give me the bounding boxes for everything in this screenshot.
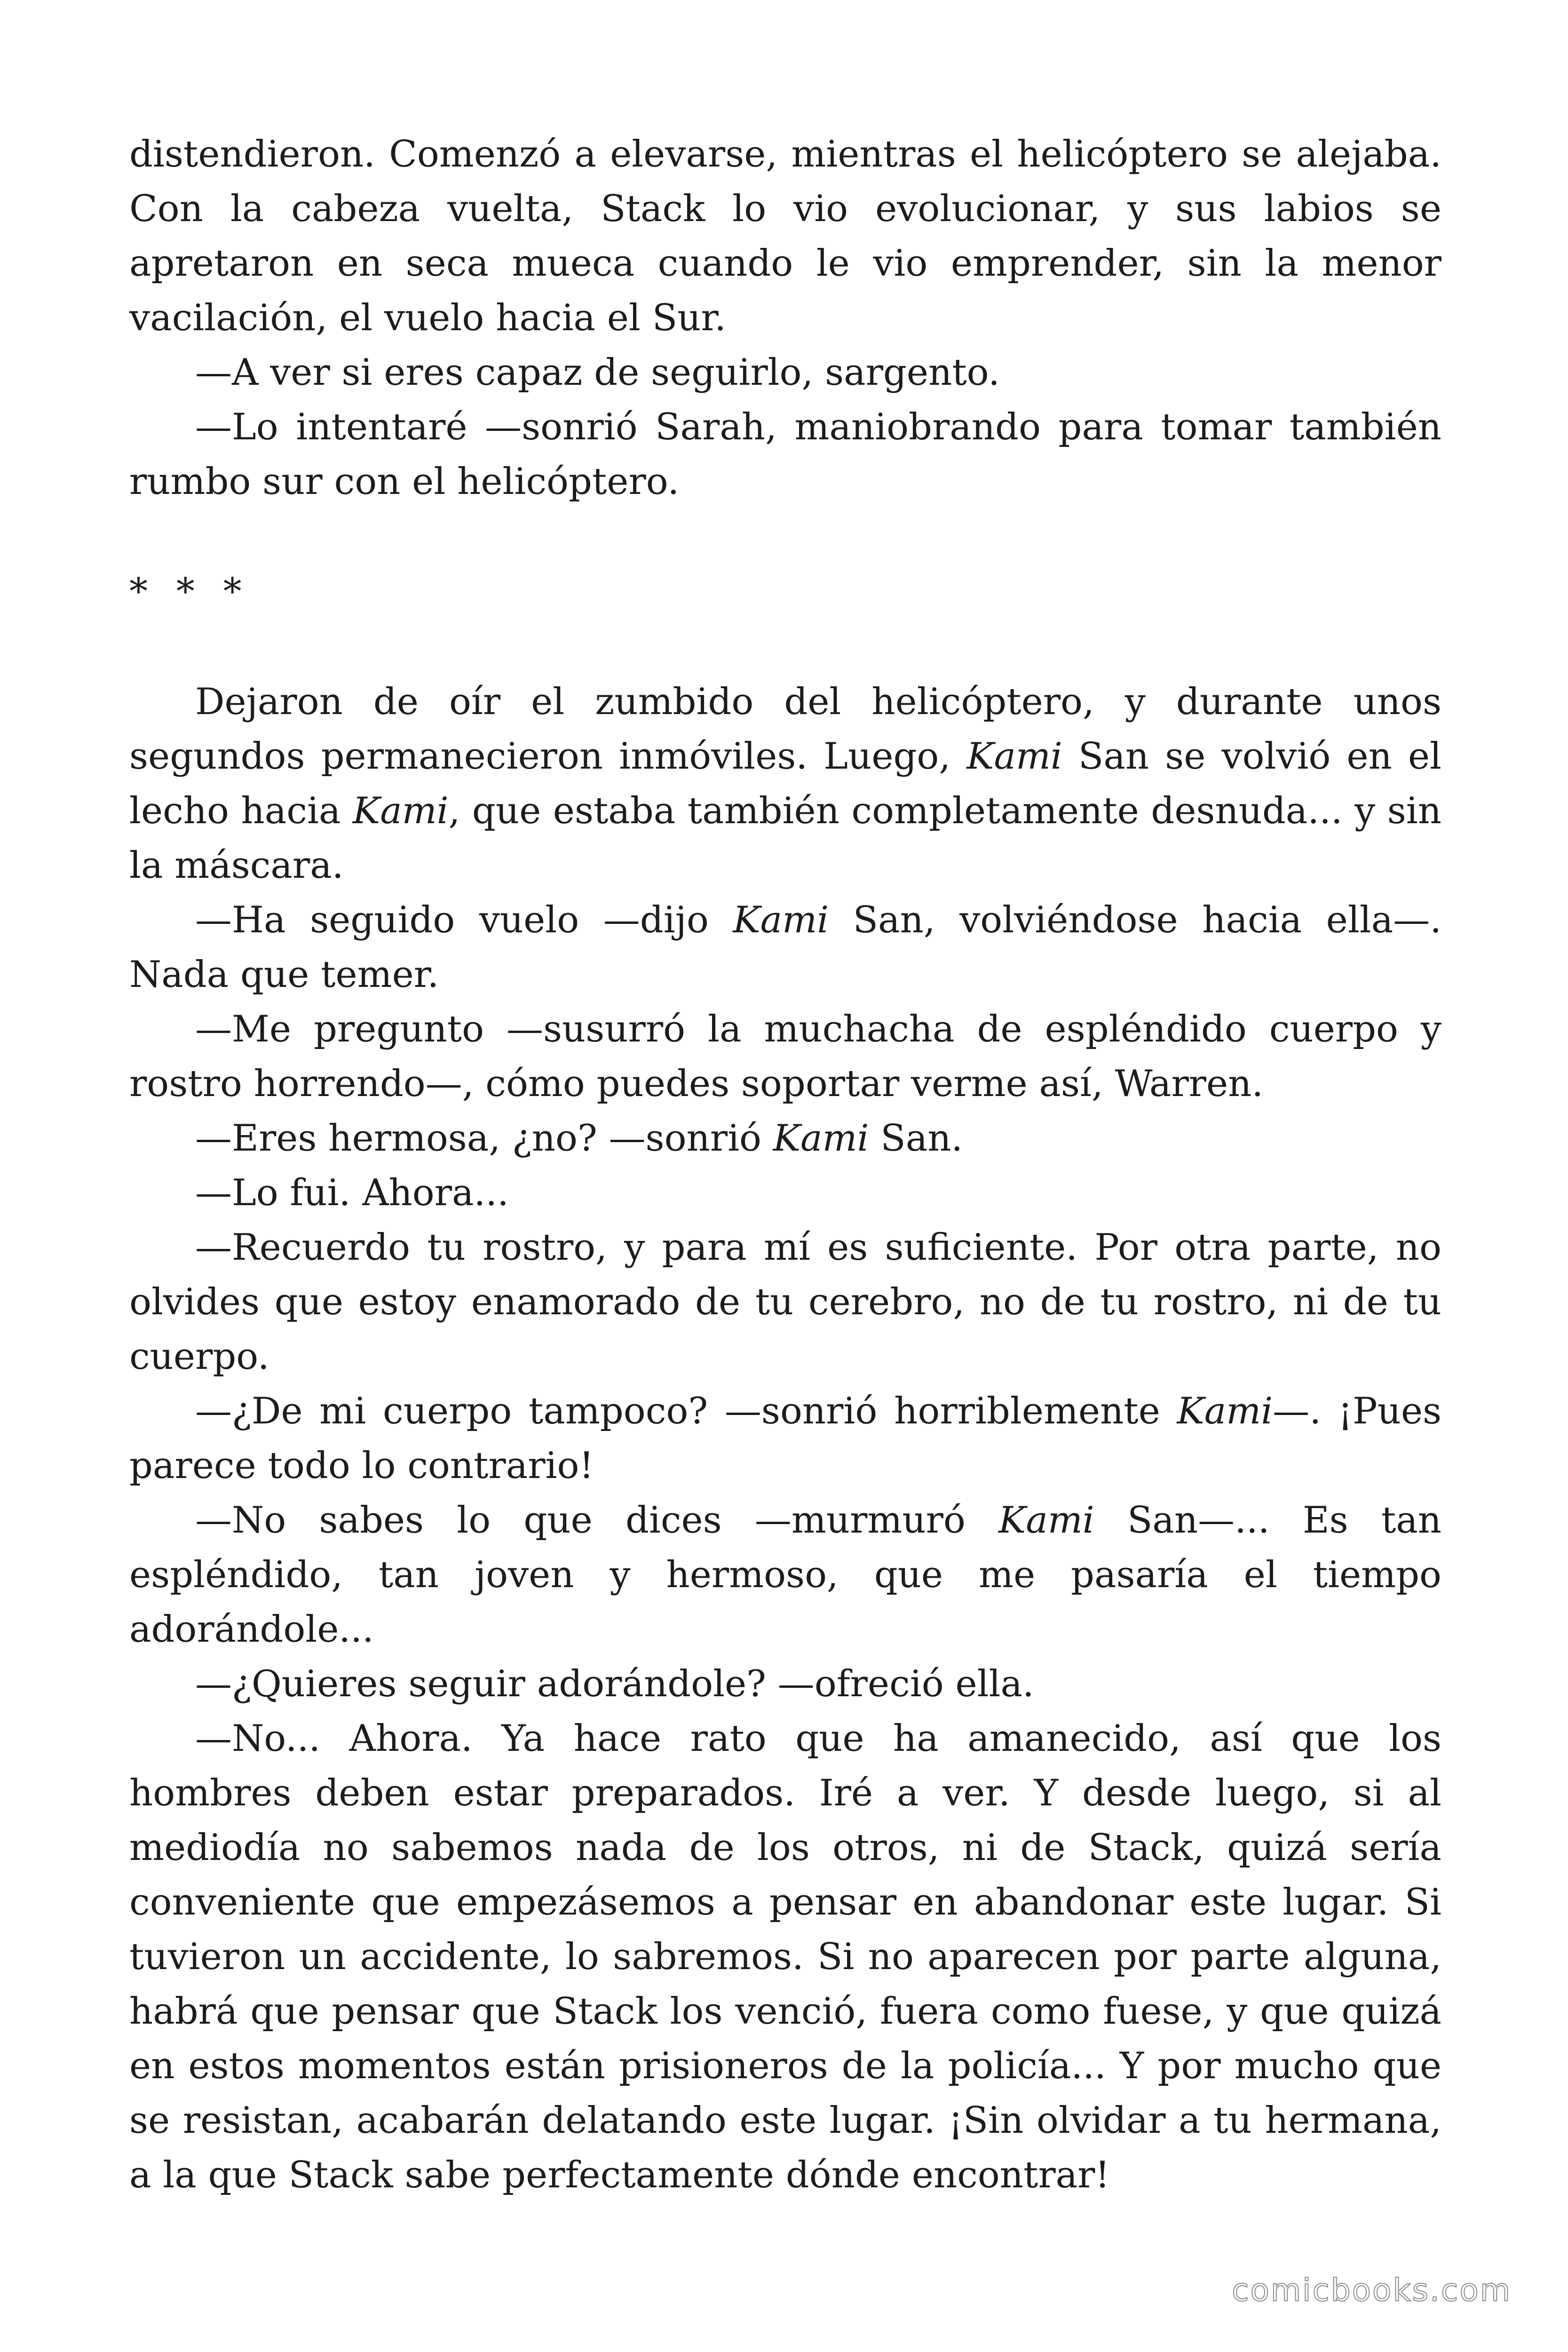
text-block-after-break	[129, 675, 1441, 2202]
text-run: —Lo fui. Ahora...	[195, 1172, 509, 1214]
text-run: —A ver si eres capaz de seguirlo, sargento.	[195, 351, 1000, 394]
text-run: —¿De mi cuerpo tampoco? —sonrió horriblemente	[195, 1390, 1177, 1432]
text-run: —Me pregunto —susurró la muchacha de espléndido cuerpo y rostro horrendo—, cómo puedes soportar verme así, Warren.	[129, 1008, 1441, 1105]
text-block-before-break	[129, 127, 1441, 509]
paragraph	[129, 1493, 1441, 1657]
watermark-logo: comicbooks.com	[1232, 2272, 1512, 2308]
italic-name: Kami	[773, 1117, 869, 1160]
paragraph	[129, 1111, 1441, 1166]
text-run: —Lo intentaré —sonrió Sarah, maniobrando para tomar también rumbo sur con el helicóptero.	[129, 406, 1441, 503]
text-run: —¿Quieres seguir adorándole? —ofreció ella.	[195, 1663, 1034, 1705]
italic-name: Kami	[1177, 1390, 1273, 1432]
text-run: Dejaron de oír el zumbido del helicóptero, y durante unos segundos permanecieron inmóviles. Luego,	[129, 681, 1441, 778]
text-run: , que estaba también completamente desnuda... y sin la máscara.	[129, 790, 1441, 887]
paragraph	[129, 400, 1441, 509]
paragraph	[129, 127, 1441, 345]
paragraph	[129, 1002, 1441, 1111]
book-page	[129, 127, 1441, 2202]
text-run: —No... Ahora. Ya hace rato que ha amanecido, así que los hombres deben estar preparados. Iré a ver. Y desde luego, si al mediodía no sabemos nada de los otros, ni de Stack, quizá sería conveniente que empezásemos a pensar en abandonar este lugar. Si tuvieron un accidente, lo sabremos. Si no aparecen por parte alguna, habrá que pensar que Stack los venció, fuera como fuese, y que quizá en estos momentos están prisioneros de la policía... Y por mucho que se resistan, acabarán delatando este lugar. ¡Sin olvidar a tu hermana, a la que Stack sabe perfectamente dónde encontrar!	[129, 1717, 1441, 2196]
paragraph	[129, 1657, 1441, 1711]
scene-break: * * *	[129, 571, 250, 613]
text-run: San—... Es tan espléndido, tan joven y hermoso, que me pasaría el tiempo adorándole...	[129, 1499, 1441, 1651]
italic-name: Kami	[352, 790, 449, 832]
text-run: —Recuerdo tu rostro, y para mí es suficiente. Por otra parte, no olvides que estoy enamorado de tu cerebro, no de tu rostro, ni de tu cuerpo.	[129, 1226, 1441, 1378]
paragraph	[129, 1220, 1441, 1384]
paragraph	[129, 893, 1441, 1002]
text-run: —Eres hermosa, ¿no? —sonrió	[195, 1117, 773, 1160]
text-run: San.	[869, 1117, 963, 1160]
italic-name: Kami	[998, 1499, 1094, 1542]
text-run: —. ¡Pues parece todo lo contrario!	[129, 1390, 1442, 1487]
paragraph	[129, 1711, 1441, 2202]
text-run: San se volvió en el lecho hacia	[129, 735, 1441, 832]
text-run: San, volviéndose hacia ella—. Nada que temer.	[129, 899, 1442, 996]
italic-name: Kami	[966, 735, 1062, 778]
paragraph	[129, 1166, 1441, 1220]
paragraph	[129, 345, 1441, 400]
paragraph	[129, 1384, 1441, 1493]
text-run: —Ha seguido vuelo —dijo	[195, 899, 733, 941]
text-run: —No sabes lo que dices —murmuró	[195, 1499, 999, 1542]
italic-name: Kami	[733, 899, 829, 941]
text-run: distendieron. Comenzó a elevarse, mientras el helicóptero se alejaba. Con la cabeza vuelta, Stack lo vio evolucionar, y sus labios se apretaron en seca mueca cuando le vio emprender, sin la menor vacilación, el vuelo hacia el Sur.	[129, 133, 1441, 339]
paragraph	[129, 675, 1441, 893]
